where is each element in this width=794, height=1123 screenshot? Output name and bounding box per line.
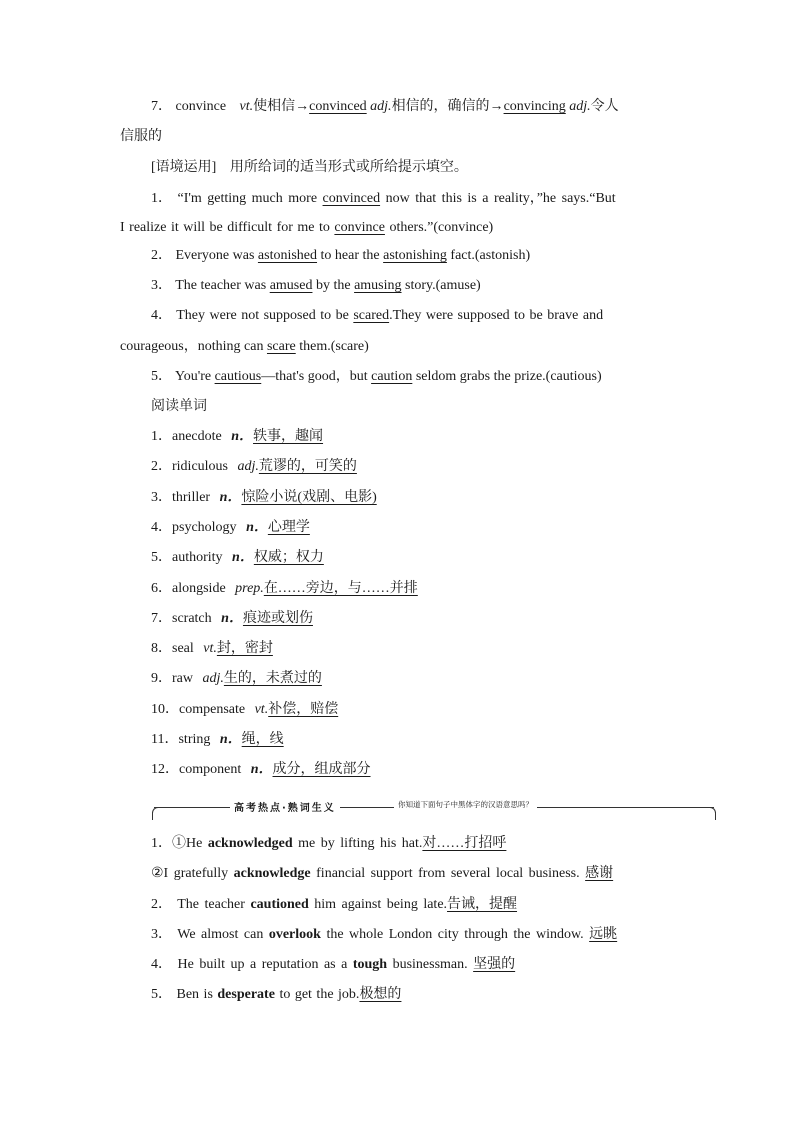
part-of-speech: vt. bbox=[254, 701, 269, 717]
key-word: desperate bbox=[217, 987, 275, 1002]
item-number: 4． bbox=[151, 308, 172, 323]
part-of-speech: vt. bbox=[203, 641, 217, 657]
answer-blank: convinced bbox=[309, 99, 367, 114]
vocab-word: alongside bbox=[172, 580, 226, 596]
reading-word-item bbox=[151, 639, 273, 659]
item-number: 2． bbox=[151, 459, 172, 475]
answer-blank: 告诫，提醒 bbox=[447, 897, 518, 912]
usage-sentence-2 bbox=[151, 246, 530, 266]
reading-word-item bbox=[151, 488, 377, 508]
answer-blank: 轶事，趣闻 bbox=[253, 429, 324, 444]
reading-word-item bbox=[151, 548, 324, 568]
vocab-word: authority bbox=[172, 550, 223, 566]
meaning-text: 相信的，确信的→ bbox=[391, 99, 504, 114]
vocab-word: seal bbox=[172, 641, 194, 657]
reading-word-item bbox=[151, 609, 313, 629]
item-number: 1． bbox=[151, 836, 172, 851]
usage-sentence-3 bbox=[151, 276, 481, 296]
item-number: 1． bbox=[151, 429, 172, 444]
answer-blank: 痕迹或划伤 bbox=[242, 610, 313, 626]
sentence-text: financial support from several local business. bbox=[316, 866, 580, 881]
answer-blank: 绳，线 bbox=[241, 732, 284, 747]
vocab-word: thriller bbox=[172, 489, 211, 505]
item-number: 5． bbox=[151, 550, 172, 566]
meaning-text: 使相信→ bbox=[253, 99, 310, 114]
answer-blank: 在……旁边，与……并排 bbox=[263, 580, 418, 596]
vocab-word: scratch bbox=[172, 610, 212, 626]
part-of-speech: adj. bbox=[237, 459, 259, 475]
part-of-speech: n． bbox=[219, 489, 242, 505]
item-number: 5． bbox=[151, 369, 172, 384]
sentence-text: to hear the bbox=[320, 248, 380, 263]
part-of-speech: n． bbox=[246, 519, 268, 535]
answer-blank: convince bbox=[334, 220, 385, 235]
sentence-text: by the bbox=[315, 278, 351, 293]
sentence-text: “I'm getting much more bbox=[177, 191, 318, 206]
usage-sentence-1 bbox=[151, 189, 616, 209]
sentence-text: We almost can bbox=[177, 927, 264, 942]
part-of-speech: vt. bbox=[239, 99, 254, 114]
key-word: cautioned bbox=[250, 897, 309, 912]
vocab-word: psychology bbox=[172, 519, 237, 535]
sentence-text: now that this is a reality，”he says.“But bbox=[385, 191, 616, 206]
item-number: 3． bbox=[151, 489, 172, 505]
item-number: 8． bbox=[151, 641, 172, 657]
sentence-text: Ben is bbox=[176, 987, 213, 1002]
answer-blank: 荒谬的，可笑的 bbox=[258, 459, 357, 475]
item-number: 3． bbox=[151, 927, 172, 942]
key-word: overlook bbox=[268, 927, 321, 942]
part-of-speech: n． bbox=[250, 762, 273, 778]
reading-word-item bbox=[151, 669, 322, 689]
answer-blank: 坚强的 bbox=[473, 957, 516, 972]
vocab-word: component bbox=[179, 762, 242, 778]
vocab-word: string bbox=[178, 732, 211, 747]
usage-sentence-4 bbox=[151, 306, 603, 326]
part-of-speech: n． bbox=[221, 610, 243, 626]
answer-blank: 远眺 bbox=[589, 927, 618, 942]
familiar-item-5 bbox=[151, 985, 401, 1005]
answer-blank: 权威；权力 bbox=[253, 550, 324, 566]
sentence-text: him against being late. bbox=[314, 897, 448, 912]
sentence-text: I realize it will be difficult for me to bbox=[120, 220, 330, 235]
part-of-speech: adj. bbox=[202, 671, 224, 687]
instruction-text: 用所给词的适当形式或所给提示填空。 bbox=[229, 160, 468, 175]
item-number: 2． bbox=[151, 897, 172, 912]
reading-word-item bbox=[151, 457, 357, 477]
sentence-text: the whole London city through the window. bbox=[326, 927, 584, 942]
item-number: 7． bbox=[151, 99, 172, 114]
answer-blank: 感谢 bbox=[585, 866, 614, 881]
vocab-item-7-continued: 信服的 bbox=[120, 129, 162, 144]
answer-blank: 对……打招呼 bbox=[422, 836, 507, 851]
item-number: 4． bbox=[151, 519, 172, 535]
answer-blank: 极想的 bbox=[359, 987, 402, 1002]
vocab-word: convince bbox=[175, 99, 227, 114]
item-number: 9． bbox=[151, 671, 172, 687]
item-number: 7． bbox=[151, 610, 172, 626]
vocab-word: raw bbox=[172, 671, 193, 687]
item-number: 6． bbox=[151, 580, 172, 596]
answer-blank: 成分，组成部分 bbox=[272, 762, 371, 778]
sentence-text: seldom grabs the prize.(cautious) bbox=[415, 369, 602, 384]
answer-blank: astonishing bbox=[383, 248, 447, 263]
vocab-word: compensate bbox=[179, 701, 246, 717]
sentence-text: to get the job. bbox=[279, 987, 360, 1002]
answer-blank: scare bbox=[266, 339, 296, 354]
sentence-text: ①He bbox=[172, 836, 203, 851]
meaning-text: 令人 bbox=[590, 99, 619, 114]
part-of-speech: adj. bbox=[370, 99, 392, 114]
sentence-text: ②I gratefully bbox=[151, 866, 229, 881]
key-word: tough bbox=[352, 957, 388, 972]
reading-heading: 阅读单词 bbox=[151, 399, 207, 414]
usage-sentence-4-continued bbox=[120, 337, 369, 357]
banner-subtitle: 你知道下面句子中黑体字的汉语意思吗？ bbox=[394, 799, 537, 810]
vocab-word: anecdote bbox=[172, 429, 222, 444]
familiar-item-1b bbox=[151, 864, 613, 884]
answer-blank: amused bbox=[269, 278, 313, 293]
section-label: [语境运用] bbox=[151, 160, 217, 175]
section-banner bbox=[152, 793, 716, 825]
reading-word-item bbox=[151, 518, 310, 538]
reading-word-item bbox=[151, 700, 338, 720]
banner-title: 高考热点·熟词生义 bbox=[230, 799, 340, 814]
sentence-text: me by lifting his hat. bbox=[298, 836, 423, 851]
part-of-speech: n． bbox=[232, 550, 254, 566]
familiar-item-4 bbox=[151, 955, 515, 975]
item-number: 4． bbox=[151, 957, 172, 972]
item-number: 5． bbox=[151, 987, 172, 1002]
sentence-text: fact.(astonish) bbox=[450, 248, 531, 263]
answer-blank: 生的，未煮过的 bbox=[223, 671, 322, 687]
answer-blank: astonished bbox=[257, 248, 318, 263]
sentence-text: courageous，nothing can bbox=[120, 339, 264, 354]
item-number: 2． bbox=[151, 248, 172, 263]
part-of-speech: n． bbox=[219, 732, 242, 747]
sentence-text: businessman. bbox=[392, 957, 468, 972]
vocab-word: ridiculous bbox=[172, 459, 228, 475]
familiar-item-3 bbox=[151, 925, 617, 945]
usage-heading-line bbox=[151, 158, 468, 178]
answer-blank: cautious bbox=[214, 369, 262, 384]
item-number: 3． bbox=[151, 278, 172, 293]
sentence-text: You're bbox=[174, 369, 212, 384]
sentence-text: They were not supposed to be bbox=[176, 308, 349, 323]
reading-word-item bbox=[151, 760, 371, 780]
answer-blank: convincing bbox=[503, 99, 566, 114]
sentence-text: He built up a reputation as a bbox=[177, 957, 348, 972]
item-number: 12． bbox=[151, 762, 179, 778]
key-word: acknowledge bbox=[233, 866, 311, 881]
answer-blank: 封，密封 bbox=[216, 641, 273, 657]
answer-blank: convinced bbox=[322, 191, 381, 206]
usage-sentence-5 bbox=[151, 367, 602, 387]
sentence-text: The teacher was bbox=[175, 278, 267, 293]
reading-word-item bbox=[151, 579, 418, 599]
sentence-text: story.(amuse) bbox=[405, 278, 481, 293]
part-of-speech: n． bbox=[231, 429, 254, 444]
answer-blank: 惊险小说(戏剧、电影) bbox=[241, 489, 377, 505]
item-number: 10． bbox=[151, 701, 179, 717]
vocab-item-7 bbox=[151, 97, 619, 117]
part-of-speech: prep. bbox=[235, 580, 264, 596]
key-word: acknowledged bbox=[207, 836, 293, 851]
answer-blank: 补偿，赔偿 bbox=[268, 701, 339, 717]
answer-blank: scared bbox=[353, 308, 390, 323]
usage-sentence-1-continued bbox=[120, 218, 493, 238]
reading-word-item bbox=[151, 427, 323, 447]
reading-word-item bbox=[151, 730, 284, 750]
sentence-text: .They were supposed to be brave and bbox=[389, 308, 604, 323]
sentence-text: Everyone was bbox=[175, 248, 255, 263]
sentence-text: others.”(convince) bbox=[389, 220, 494, 235]
item-number: 1． bbox=[151, 191, 172, 206]
familiar-item-1a bbox=[151, 834, 506, 854]
part-of-speech: adj. bbox=[569, 99, 591, 114]
familiar-item-2 bbox=[151, 895, 517, 915]
sentence-text: The teacher bbox=[177, 897, 245, 912]
answer-blank: amusing bbox=[354, 278, 402, 293]
sentence-text: —that's good，but bbox=[261, 369, 368, 384]
answer-blank: 心理学 bbox=[267, 519, 310, 535]
answer-blank: caution bbox=[371, 369, 413, 384]
item-number: 11． bbox=[151, 732, 179, 747]
sentence-text: them.(scare) bbox=[299, 339, 369, 354]
